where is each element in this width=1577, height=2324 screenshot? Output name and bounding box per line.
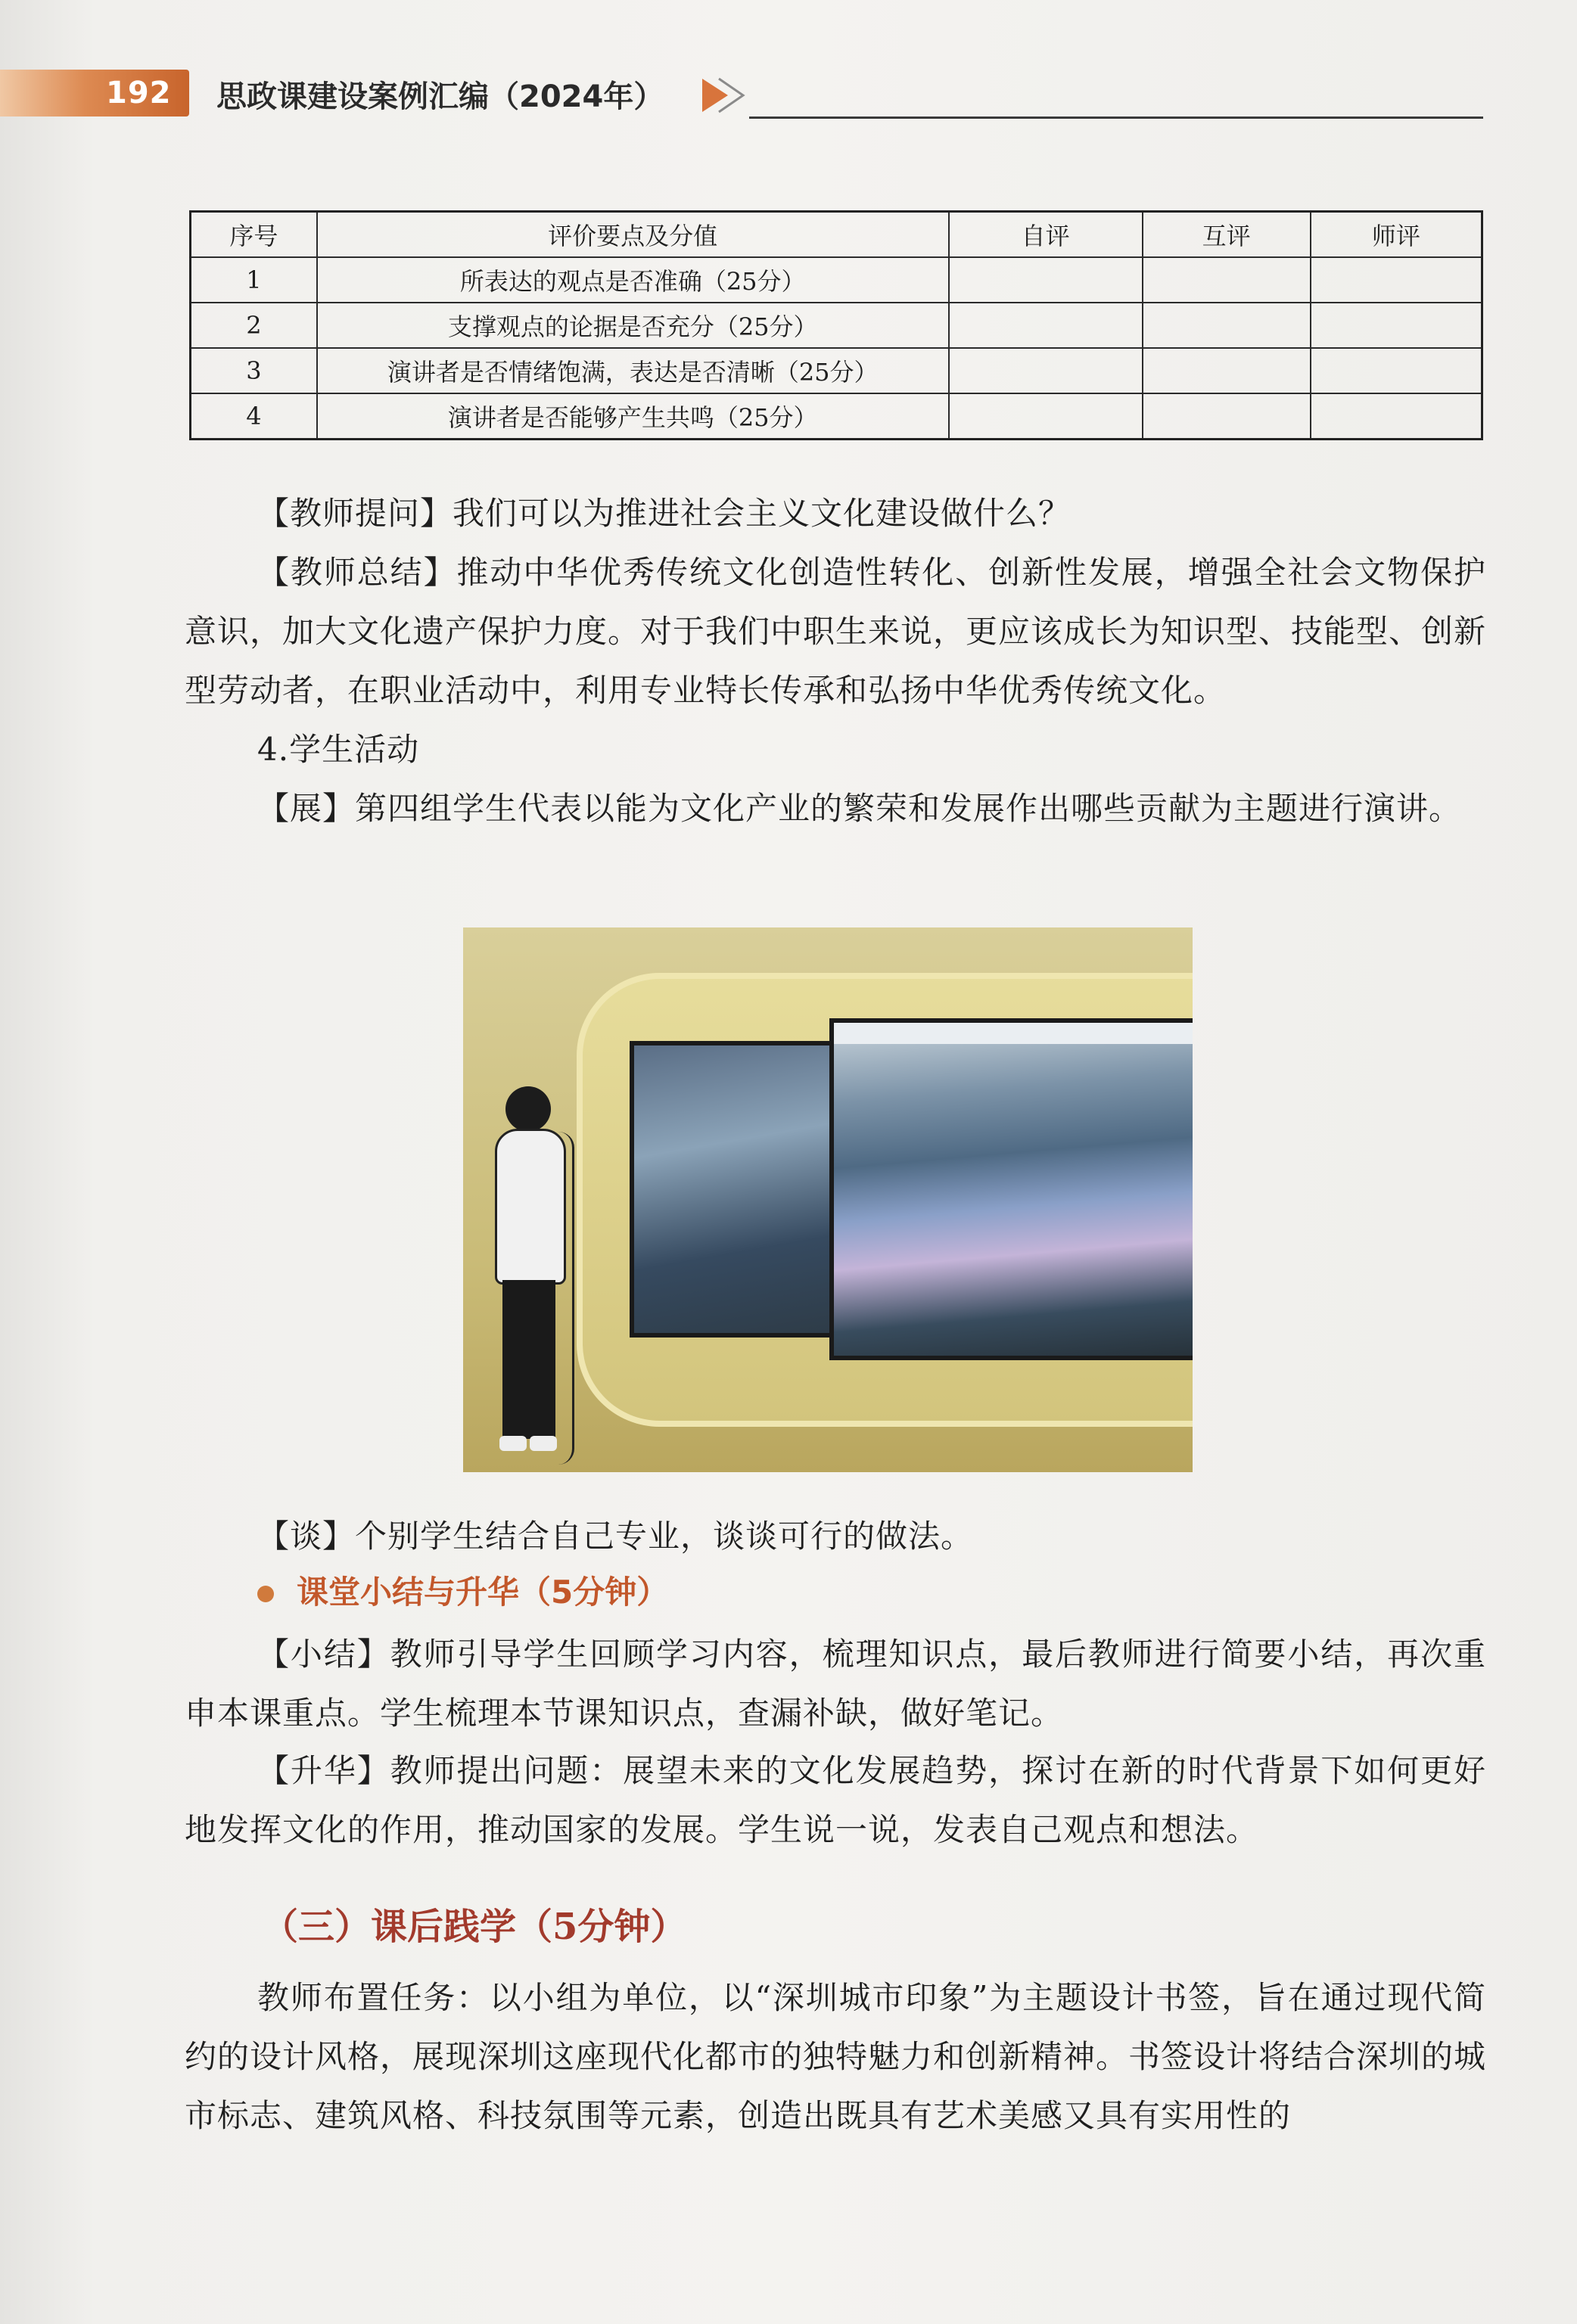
table-cell	[1311, 393, 1482, 440]
vr-exhibition-photo	[463, 927, 1193, 1472]
table-cell: 演讲者是否情绪饱满，表达是否清晰（25分）	[317, 348, 949, 393]
table-cell	[949, 303, 1143, 348]
student-activity-title: 4.学生活动	[257, 731, 420, 768]
table-cell	[1143, 257, 1311, 303]
table-header-cell: 师评	[1311, 212, 1482, 258]
table-header-row	[191, 212, 1482, 258]
photo-student-with-vr-headset	[486, 1086, 569, 1465]
tan-paragraph: 【谈】个别学生结合自己专业，谈谈可行的做法。	[257, 1518, 974, 1555]
table-cell	[1311, 303, 1482, 348]
teacher-summary: 【教师总结】推动中华优秀传统文化创造性转化、创新性发展，增强全社会文物保护意识，加大文化遗产保护力度。对于我们中职生来说，更应该成长为知识型、技能型、创新型劳动者，在职业活动中，利用专业特长传承和弘扬中华优秀传统文化。	[185, 554, 1487, 709]
table-cell	[949, 257, 1143, 303]
table-header-cell: 自评	[949, 212, 1143, 258]
shenghua-paragraph: 【升华】教师提出问题：展望未来的文化发展趋势，探讨在新的时代背景下如何更好地发挥文化的作用，推动国家的发展。学生说一说，发表自己观点和想法。	[185, 1752, 1486, 1848]
table-header-cell: 评价要点及分值	[317, 212, 949, 258]
assignment-paragraph: 教师布置任务：以小组为单位，以“深圳城市印象”为主题设计书签，旨在通过现代简约的设计风格，展现深圳这座现代化都市的独特魅力和创新精神。书签设计将结合深圳的城市标志、建筑风格、科技氛围等元素，创造出既具有艺术美感又具有实用性的	[185, 1979, 1487, 2134]
table-cell: 所表达的观点是否准确（25分）	[317, 257, 949, 303]
book-title: 思政课建设案例汇编（2024年）	[216, 79, 664, 114]
subsection-title: 课堂小结与升华（5分钟）	[297, 1574, 669, 1611]
table-header-cell: 互评	[1143, 212, 1311, 258]
table-cell	[1143, 393, 1311, 440]
xiaojie-paragraph: 【小结】教师引导学生回顾学习内容，梳理知识点，最后教师进行简要小结，再次重申本课重点。学生梳理本节课知识点，查漏补缺，做好笔记。	[185, 1636, 1486, 1732]
section-bullet-icon	[257, 1586, 274, 1602]
teacher-question: 【教师提问】我们可以为推进社会主义文化建设做什么？	[257, 495, 1072, 532]
table-cell	[1311, 348, 1482, 393]
header-rule	[749, 117, 1483, 119]
evaluation-table	[189, 210, 1483, 440]
header-arrow-outline-icon	[714, 76, 748, 115]
table-cell	[1143, 348, 1311, 393]
table-cell: 支撑观点的论据是否充分（25分）	[317, 303, 949, 348]
table-cell	[1311, 257, 1482, 303]
table-row	[191, 257, 1482, 303]
photo-display-screen-right	[829, 1018, 1193, 1360]
table-row	[191, 303, 1482, 348]
table-header-cell: 序号	[191, 212, 317, 258]
table-cell: 演讲者是否能够产生共鸣（25分）	[317, 393, 949, 440]
table-cell	[949, 348, 1143, 393]
table-cell: 2	[191, 303, 317, 348]
zhan-paragraph: 【展】第四组学生代表以能为文化产业的繁荣和发展作出哪些贡献为主题进行演讲。	[257, 790, 1462, 827]
section-title: （三）课后践学（5分钟）	[262, 1906, 687, 1948]
table-cell	[949, 393, 1143, 440]
table-row	[191, 348, 1482, 393]
table-cell: 3	[191, 348, 317, 393]
table-cell: 1	[191, 257, 317, 303]
table-cell	[1143, 303, 1311, 348]
table-row	[191, 393, 1482, 440]
photo-display-screen-left	[630, 1041, 835, 1338]
page-number: 192	[106, 76, 172, 110]
table-cell: 4	[191, 393, 317, 440]
